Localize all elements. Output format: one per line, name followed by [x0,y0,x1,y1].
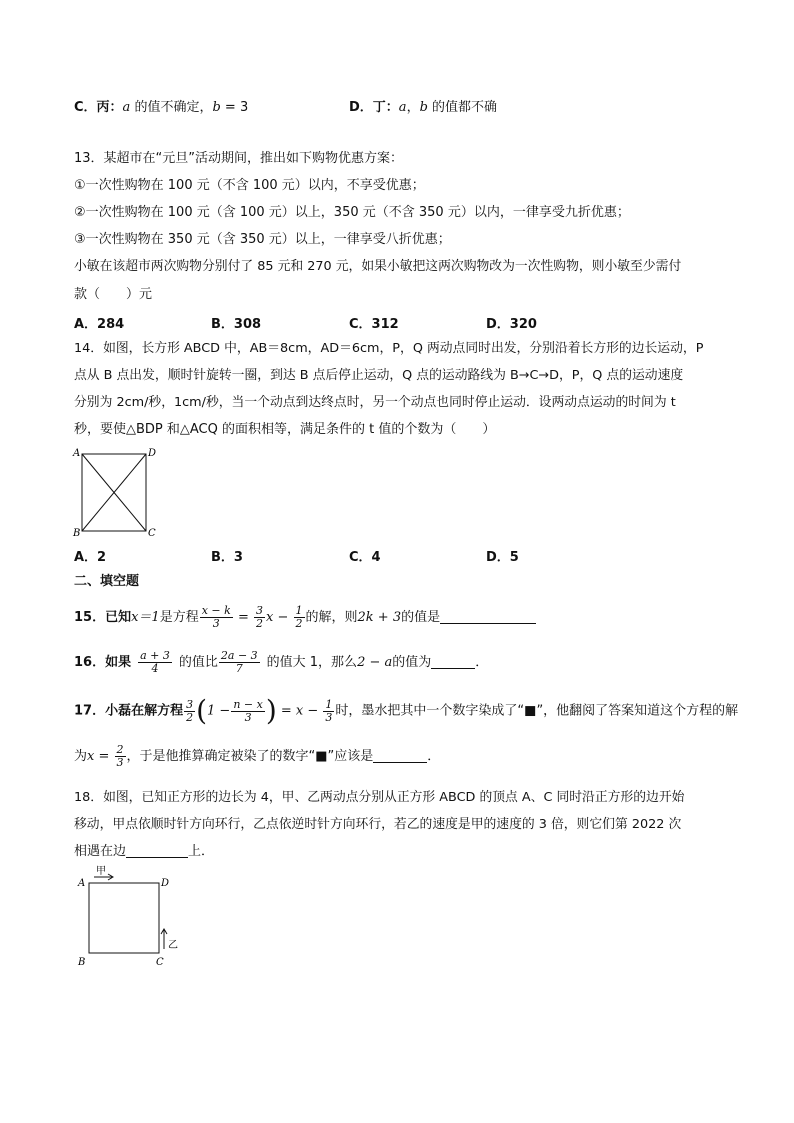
q15-mid: 是方程 [159,610,199,625]
numerator: x − k [201,604,231,617]
q13-rule-3: ③一次性购物在 350 元（含 350 元）以上，一律享受八折优惠； [74,232,451,247]
label-a: A [73,448,81,459]
q14-rectangle-figure [70,446,160,540]
q18-line1: 18．如图，已知正方形的边长为 4，甲、乙两动点分别从正方形 ABCD 的顶点 A、C 同时沿正方形的边开始 [74,790,685,805]
var-x: x [265,610,274,625]
denominator: 2 [186,710,194,724]
label-b: B [73,528,81,539]
q16-tail: 的值为 [392,655,432,670]
q13-option-d[interactable]: D．320 [486,317,537,332]
close-paren: ) [265,694,277,727]
q12-option-c-eq: = 3 [220,100,249,115]
label-c: C [156,957,164,968]
q17-one-minus: 1 − [207,703,231,719]
q16-prefix: 16．如果 [74,655,132,670]
q15-fraction-1 [200,605,233,630]
label-a: A [78,878,86,889]
q15 [74,604,536,632]
q16-mid2: 的值大 1，那么 [266,655,358,670]
q13-rule-1: ①一次性购物在 100 元（不含 100 元）以内，不享受优惠； [74,178,425,193]
q17-line2 [74,742,440,772]
denominator: 4 [151,662,159,675]
q14-line2: 点从 B 点出发，顺时针旋转一圈，到达 B 点后停止运动，Q 点的运动路线为 B→C→D，P，Q 点的运动速度 [74,368,684,383]
denominator: 7 [235,662,243,675]
q17-x-eq: x = [87,749,114,764]
q13-option-a[interactable]: A．284 [74,317,125,332]
q12-option-c-text: 的值不确定， [130,100,213,115]
q13-rule-2: ②一次性购物在 100 元（含 100 元）以上，350 元（不含 350 元）以内，一律享受九折优惠； [74,205,630,220]
equals: = [233,610,253,625]
label-d: D [148,448,157,459]
square-abcd [89,883,159,953]
denominator: 3 [244,710,252,724]
q17-suffix: 时，墨水把其中一个数字染成了“■”，他翻阅了答案知道这个方程的解 [335,703,739,719]
denominator: 3 [116,756,124,769]
q12-option-d-text: 的值都不确 [427,100,498,115]
q18-line3-prefix: 相遇在边 [74,844,127,859]
numerator: 1 [295,604,303,617]
denominator: 3 [212,617,220,630]
numerator: 3 [186,697,194,711]
period: ． [475,655,489,670]
q13-option-c[interactable]: C．312 [349,317,399,332]
q15-suffix: 的解，则 [305,610,358,625]
q16-answer-blank[interactable] [431,654,475,669]
q17-line2-suffix: ，于是他推算确定被染了的数字“■”应该是 [126,749,374,764]
q15-expression: 2k + 3 [357,610,402,625]
denominator: 3 [325,710,333,724]
q13-question-line2: 款（ ）元 [74,287,153,302]
q16-mid: 的值比 [178,655,218,670]
label-d: D [161,878,170,889]
q15-fraction-3 [294,605,305,630]
q12-option-c-label: C．丙： [74,100,123,115]
q16-fraction-2 [219,650,260,675]
q15-answer-blank[interactable] [440,609,536,624]
q17-line2-prefix: 为 [74,749,88,764]
numerator: a + 3 [140,649,170,662]
denominator: 2 [295,617,303,630]
q17-fraction-3 [323,699,334,724]
q15-x-eq: x＝1 [131,610,160,625]
q13-question-line1: 小敏在该超市两次购物分别付了 85 元和 270 元，如果小敏把这两次购物改为一次性购物，则小敏至少需付 [74,259,682,274]
numerator: 3 [255,604,263,617]
q14-line4: 秒，要使△BDP 和△ACQ 的面积相等，满足条件的 t 值的个数为（ ） [74,422,496,437]
q16-fraction-1 [138,650,172,675]
q18-line3 [74,843,214,861]
q15-prefix: 15．已知 [74,610,132,625]
var-a: a [122,100,131,115]
q18-answer-blank[interactable] [126,843,188,858]
numerator: n − x [233,697,263,711]
q14-option-a[interactable]: A．2 [74,550,107,565]
numerator: 2a − 3 [220,649,258,662]
q14-line3: 分别为 2cm/秒，1cm/秒，当一个动点到达终点时，另一个动点也同时停止运动．设两动点运动的时间为 t [74,395,676,410]
q17-line1 [74,693,738,730]
label-c: C [148,528,156,539]
q15-fraction-2 [254,605,265,630]
q14-option-b[interactable]: B．3 [211,550,243,565]
open-paren: ( [196,694,208,727]
q12-option-d-label: D．丁： [349,100,399,115]
q13-stem: 13．某超市在“元旦”活动期间，推出如下购物优惠方案： [74,151,404,166]
period: ． [427,749,441,764]
label-jia: 甲 [96,866,106,877]
q14-option-d[interactable]: D．5 [486,550,519,565]
q17-rhs: = x − [276,703,323,719]
var-b: b [419,100,428,115]
q12-option-d[interactable] [349,96,497,115]
comma: ， [406,100,420,115]
label-b: B [78,957,86,968]
section-title-fill-in: 二、填空题 [74,574,140,589]
var-a: a [398,100,407,115]
q17-answer-blank[interactable] [373,748,427,763]
q16-expression: 2 − a [357,655,393,670]
label-yi: 乙 [168,940,178,951]
numerator: 1 [325,697,333,711]
q18-square-figure [72,864,192,968]
q17-fraction-2 [231,699,265,724]
q16 [74,648,488,678]
q17-fraction-1 [184,699,195,724]
q13-option-b[interactable]: B．308 [211,317,262,332]
q17-prefix: 17．小磊在解方程 [74,703,184,719]
q14-option-c[interactable]: C．4 [349,550,381,565]
q15-tail: 的值是 [401,610,441,625]
q18-line3-suffix: 上． [188,844,215,859]
q14-line1: 14．如图，长方形 ABCD 中，AB＝8cm，AD＝6cm，P，Q 两动点同时出发，分别沿着长方形的边长运动，P [74,341,704,356]
var-b: b [212,100,221,115]
q18-line2: 移动，甲点依顺时针方向环行，乙点依逆时针方向环行，若乙的速度是甲的速度的 3 倍，则它们第 2022 次 [74,817,682,832]
minus: − [273,610,293,625]
q17-fraction-4 [115,744,126,769]
q12-option-c[interactable] [74,96,248,115]
denominator: 2 [255,617,263,630]
numerator: 2 [116,743,124,756]
